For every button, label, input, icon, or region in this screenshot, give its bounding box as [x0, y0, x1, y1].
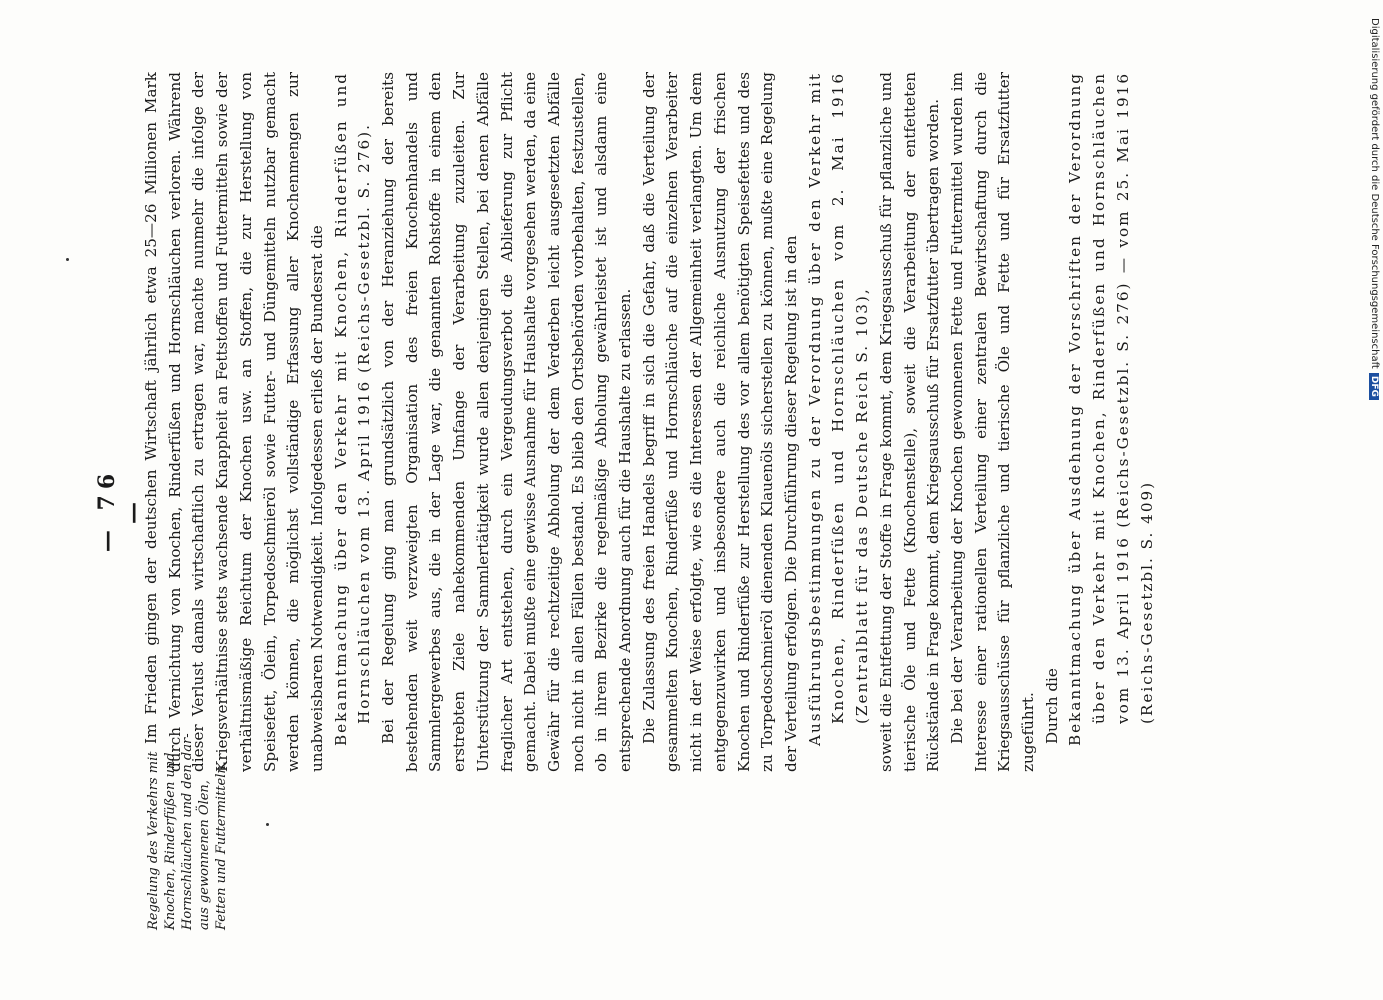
paragraph: Die bei der Verarbeitung der Knochen gewonnenen Fette und Futtermittel wurden im Interesse einer rationellen Verteilung einer zentralen Bewirtschaftung durch die Kriegsausschüsse für pflanzliche und tierische Öle und Fette und für Ersatzfutter zugeführt.: [947, 72, 1038, 772]
page-number: — 76 —: [94, 467, 146, 553]
decree-title: Bekanntmachung über den Verkehr mit Knochen, Rinderfüßen und Hornschläuchen vom 13. April 1916 (Reichs-Gesetzbl. S. 276).: [331, 72, 374, 746]
funding-credit: [1362, 10, 1382, 590]
margin-note: [145, 733, 230, 930]
margin-note-line: Hornschläuchen und den dar-: [180, 733, 195, 930]
rotated-page-content: [80, 70, 1180, 950]
funding-credit-text: Digitalisierung gefördert durch die Deutsche Forschungsgemeinschaft: [1369, 18, 1380, 369]
paragraph: Bei der Regelung ging man grundsätzlich von der Heranziehung der bereits bestehenden weit verzweigten Organisation des freien Knochenhandels und Sammlergewerbes aus, die in der Lage war, die genannten Rohstoffe in einem den erstrebten Ziele nahekommenden Umfange der Verarbeitung zuzuleiten. Zur Unterstützung der Sammlertätigkeit wurde allen denjenigen Stellen, bei denen Abfälle fraglicher Art entstehen, durch ein Vergeudungsverbot die Ablieferung zur Pflicht gemacht. Dabei mußte eine gewisse Ausnahme für Haushalte vorgesehen werden, da eine Gewähr für die rechtzeitige Abholung der dem Verderben leicht ausgesetzten Abfälle noch nicht in allen Fällen bestand. Es blieb den Ortsbehörden vorbehalten, festzustellen, ob in ihrem Bezirke die regelmäßige Abholung gewährleistet ist und alsdann eine entsprechende Anordnung auch für die Haushalte zu erlassen.: [379, 72, 635, 772]
scan-speck: [66, 258, 69, 261]
paragraph: soweit die Entfettung der Stoffe in Frage kommt, dem Kriegsausschuß für pflanzliche und tierische Öle und Fette (Knochenstelle), soweit die Verarbeitung der entfetteten Rückstände in Frage kommt, dem Kriegsausschuß für Ersatzfutter übertragen worden.: [876, 72, 943, 772]
body-text: [140, 72, 1159, 772]
decree-title: Bekanntmachung über Ausdehnung der Vorschriften der Verordnung über den Verkehr mit Knochen, Rinderfüßen und Hornschläuchen vom 13. April 1916 (Reichs-Gesetzbl. S. 276) — vom 25. Mai 1916 (Reichs-Gesetzbl. S. 409): [1066, 72, 1156, 746]
dfg-logo-icon: DFG: [1369, 373, 1379, 400]
margin-note-line: Fetten und Futtermitteln.: [214, 761, 229, 930]
scan-speck: [266, 823, 269, 826]
margin-note-line: Knochen, Rinderfüßen und: [163, 752, 178, 930]
paragraph: Im Frieden gingen der deutschen Wirtschaft jährlich etwa 25—26 Millionen Mark durch Vernichtung von Knochen, Rinderfüßen und Hornschläuchen verloren. Während dieser Verlust damals wirtschaftlich zu ertragen war, machte nunmehr die infolge der Kriegsverhältnisse stets wachsende Knappheit an Fettstoffen und Futtermitteln sowie der verhältnismäßige Reichtum der Knochen usw. an Stoffen, die zur Herstellung von Speisefett, Ölein, Torpedoschmieröl sowie Futter- und Düngemitteln nutzbar gemacht werden können, die möglichst vollständige Erfassung aller Knochenmengen zur unabweisbaren Notwendigkeit. Infolgedessen erließ der Bundesrat die: [142, 72, 326, 772]
paragraph: Die Zulassung des freien Handels begriff in sich die Gefahr, daß die Verteilung der gesammelten Knochen, Rinderfüße und Hornschläuche auf die einzelnen Verarbeiter nicht in der Weise erfolgte, wie es die Interessen der Allgemeinheit verlangten. Um dem entgegenzuwirken und insbesondere auch die reichliche Ausnutzung der frischen Knochen und Rinderfüße zur Herstellung des vor allem benötigten Speisefettes und des zu Torpedoschmieröl dienenden Klauenöls sicherstellen zu können, mußte eine Regelung der Verteilung erfolgen. Die Durchführung dieser Regelung ist in den: [639, 72, 800, 772]
margin-note-line: Regelung des Verkehrs mit: [146, 751, 161, 930]
margin-note-line: aus gewonnenen Ölen,: [197, 780, 212, 930]
funding-credit-line: [1369, 18, 1380, 400]
paragraph: Durch die: [1042, 668, 1061, 744]
decree-title: Ausführungsbestimmungen zu der Verordnung über den Verkehr mit Knochen, Rinderfüßen und Hornschläuchen vom 2. Mai 1916 (Zentralblatt für das Deutsche Reich S. 103),: [805, 72, 872, 746]
